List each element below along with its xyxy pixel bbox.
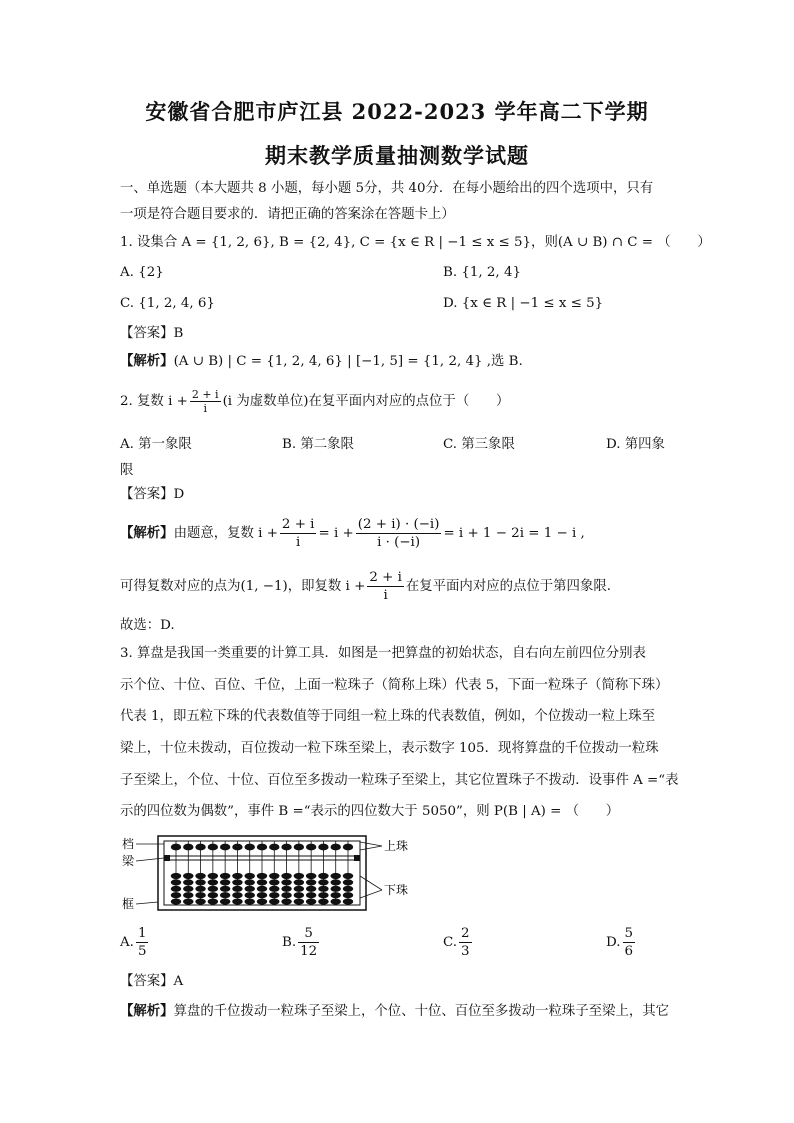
q2-line2-frac-den: i: [383, 588, 388, 603]
q3-option-a-label: A.: [120, 935, 134, 950]
pointer-xiazhu: [360, 876, 382, 890]
lower-bead: [232, 886, 242, 892]
q3-a-den: 5: [137, 944, 147, 959]
q3-option-d-label: D.: [606, 935, 621, 950]
label-kuang: 框: [122, 897, 135, 911]
q2-analysis-mid: = i +: [318, 526, 354, 541]
upper-bead: [343, 844, 353, 851]
lower-bead: [257, 879, 267, 885]
abacus-rods: [171, 841, 353, 905]
lower-bead: [343, 873, 353, 879]
q1-analysis-label: 【解析】: [120, 353, 174, 369]
abacus-beam-end-left: [164, 855, 170, 861]
q3-option-d-fraction: [623, 925, 636, 960]
lower-bead: [183, 873, 193, 879]
q1-option-c: C. {1, 2, 4, 6}: [120, 296, 215, 311]
lower-bead: [195, 899, 205, 905]
lower-bead: [208, 892, 218, 898]
upper-bead: [220, 844, 230, 851]
lower-bead: [318, 886, 328, 892]
lower-bead: [306, 879, 316, 885]
upper-bead: [257, 844, 267, 851]
q2-line2-fraction: [367, 569, 404, 604]
lower-bead: [294, 886, 304, 892]
q3-analysis: [120, 1002, 680, 1021]
lower-bead: [232, 899, 242, 905]
q3-analysis-label: 【解析】: [120, 1003, 174, 1019]
lower-bead: [281, 899, 291, 905]
lower-bead: [269, 886, 279, 892]
label-shangzhu: 上珠: [384, 839, 409, 853]
pointer-kuang: [136, 902, 158, 904]
q3-line-4: 梁上，十位未拨动，百位拨动一粒下珠至梁上，表示数字 105．现将算盘的千位拨动一粒珠: [120, 741, 659, 756]
lower-bead: [195, 892, 205, 898]
q3-option-a: [120, 925, 150, 960]
lower-bead: [269, 899, 279, 905]
lower-bead: [281, 886, 291, 892]
q2-option-c: C. 第三象限: [443, 437, 515, 452]
upper-bead: [183, 844, 193, 851]
lower-bead: [306, 886, 316, 892]
pointer-shangzhu: [360, 842, 382, 846]
lower-bead: [220, 873, 230, 879]
lower-bead: [281, 892, 291, 898]
lower-bead: [195, 879, 205, 885]
q2-analysis-frac1-den: i: [296, 535, 301, 550]
q3-option-b-fraction: [298, 925, 319, 960]
q1-answer: 【答案】B: [120, 326, 184, 341]
title-line-2: 期末教学质量抽测数学试题: [265, 143, 529, 168]
q2-analysis-label: 【解析】: [120, 525, 174, 541]
q3-option-c: [443, 925, 474, 960]
lower-bead: [269, 879, 279, 885]
lower-bead: [220, 899, 230, 905]
lower-bead: [208, 886, 218, 892]
q2-option-d: D. 第四象: [606, 437, 665, 452]
lower-bead: [171, 879, 181, 885]
lower-bead: [294, 879, 304, 885]
q2-line2-frac-num: 2 + i: [369, 570, 402, 585]
q2-option-a: A. 第一象限: [120, 437, 192, 452]
lower-bead: [343, 879, 353, 885]
q3-option-c-label: C.: [443, 935, 458, 950]
q3-c-num: 2: [461, 926, 470, 941]
upper-bead: [269, 844, 279, 851]
pointer-xiazhu-2: [360, 890, 382, 898]
q1-option-d: D. {x ∈ R | −1 ≤ x ≤ 5}: [443, 296, 604, 311]
upper-bead: [306, 844, 316, 851]
q2-conclusion: 故选：D.: [120, 618, 175, 633]
lower-bead: [294, 899, 304, 905]
lower-bead: [220, 886, 230, 892]
q3-line-1: 3. 算盘是我国一类重要的计算工具．如图是一把算盘的初始状态，自右向左前四位分别表: [120, 646, 646, 661]
title-line-1: 安徽省合肥市庐江县 2022-2023 学年高二下学期: [145, 99, 649, 124]
q1-option-a: A. {2}: [120, 265, 164, 280]
lower-bead: [245, 879, 255, 885]
lower-bead: [257, 892, 267, 898]
pointer-shangzhu-2: [360, 846, 382, 850]
lower-bead: [281, 873, 291, 879]
lower-bead: [318, 873, 328, 879]
lower-bead: [306, 873, 316, 879]
q2-stem-frac-den: i: [203, 402, 207, 415]
lower-bead: [269, 873, 279, 879]
q3-b-den: 12: [300, 944, 318, 959]
q2-analysis-fraction-2: [356, 516, 442, 551]
q3-line-6: 示的四位数为偶数”，事件 B =“表示的四位数大于 5050”，则 P(B | A) = （ ）: [120, 804, 620, 819]
q2-analysis-post: = i + 1 − 2i = 1 − i ,: [443, 526, 585, 541]
lower-bead: [306, 892, 316, 898]
q3-b-num: 5: [298, 925, 319, 943]
q3-c-den: 3: [461, 944, 470, 959]
lower-bead: [269, 892, 279, 898]
lower-bead: [245, 886, 255, 892]
q2-analysis-pre: 由题意，复数 i +: [173, 526, 278, 541]
upper-bead: [318, 844, 328, 851]
lower-bead: [294, 892, 304, 898]
lower-bead: [331, 899, 341, 905]
lower-bead: [183, 899, 193, 905]
upper-bead: [294, 844, 304, 851]
label-liang: 梁: [122, 854, 135, 868]
q2-stem-pre: 2. 复数 i +: [120, 394, 188, 409]
lower-bead: [208, 879, 218, 885]
q2-analysis: [120, 514, 680, 553]
q2-analysis-frac2-den: i · (−i): [377, 535, 421, 550]
upper-bead: [245, 844, 255, 851]
q1-stem: 1. 设集合 A = {1, 2, 6}, B = {2, 4}, C = {x ∈ R | −1 ≤ x ≤ 5}，则(A ∪ B) ∩ C = （ ）: [120, 235, 711, 250]
q1-analysis: [120, 352, 680, 371]
q3-d-num: 5: [624, 926, 634, 941]
lower-bead: [245, 899, 255, 905]
lower-bead: [220, 879, 230, 885]
lower-bead: [331, 879, 341, 885]
section-header-line-1: 一、单选题（本大题共 8 小题，每小题 5分，共 40分．在每小题给出的四个选项中，只有: [120, 181, 654, 196]
upper-bead: [171, 844, 181, 851]
section-header-line-2: 一项是符合题目要求的．请把正确的答案涂在答题卡上）: [120, 207, 455, 222]
lower-bead: [208, 873, 218, 879]
lower-bead: [294, 873, 304, 879]
q2-stem-post: (i 为虚数单位)在复平面内对应的点位于（ ）: [222, 394, 510, 409]
q3-option-d: [606, 925, 637, 960]
pointer-liang: [136, 858, 164, 861]
q2-stem: [120, 388, 680, 415]
q3-line-5: 子至梁上，个位、十位、百位至多拨动一粒珠子至梁上，其它位置珠子不拨动．设事件 A =“表: [120, 773, 679, 788]
q2-analysis-line-2: [120, 568, 680, 606]
lower-bead: [245, 873, 255, 879]
q2-option-b: B. 第二象限: [282, 437, 354, 452]
label-xiazhu: 下珠: [384, 883, 409, 897]
lower-bead: [343, 886, 353, 892]
q3-line-3: 代表 1，即五粒下珠的代表数值等于同组一粒上珠的代表数值，例如，个位拨动一粒上珠至: [120, 709, 656, 724]
lower-bead: [171, 892, 181, 898]
q3-option-b: [282, 925, 321, 960]
upper-bead: [232, 844, 242, 851]
upper-bead: [281, 844, 291, 851]
abacus-beam-end-right: [354, 855, 360, 861]
q3-a-num: 1: [137, 926, 147, 941]
lower-bead: [208, 899, 218, 905]
lower-bead: [331, 886, 341, 892]
lower-bead: [171, 873, 181, 879]
lower-bead: [257, 886, 267, 892]
abacus-diagram: [120, 832, 420, 916]
q3-line-2: 示个位、十位、百位、千位，上面一粒珠子（简称上珠）代表 5，下面一粒珠子（简称下珠）: [120, 678, 669, 693]
lower-bead: [232, 879, 242, 885]
lower-bead: [343, 892, 353, 898]
upper-bead: [208, 844, 218, 851]
q2-analysis-frac2-num: (2 + i) · (−i): [357, 517, 440, 532]
lower-bead: [195, 873, 205, 879]
label-dang: 档: [122, 837, 135, 851]
lower-bead: [183, 892, 193, 898]
q1-option-b: B. {1, 2, 4}: [443, 265, 521, 280]
lower-bead: [171, 899, 181, 905]
lower-bead: [257, 899, 267, 905]
q3-option-b-label: B.: [282, 935, 297, 950]
q2-stem-fraction: [190, 388, 221, 415]
q3-answer: 【答案】A: [120, 974, 184, 989]
upper-bead: [331, 844, 341, 851]
lower-bead: [245, 892, 255, 898]
lower-bead: [220, 892, 230, 898]
lower-bead: [331, 873, 341, 879]
lower-bead: [232, 892, 242, 898]
lower-bead: [306, 899, 316, 905]
q2-option-d-wrap: 限: [120, 463, 134, 478]
lower-bead: [343, 899, 353, 905]
lower-bead: [281, 879, 291, 885]
lower-bead: [318, 899, 328, 905]
q2-stem-frac-num: 2 + i: [191, 388, 219, 401]
lower-bead: [183, 886, 193, 892]
q2-answer: 【答案】D: [120, 487, 185, 502]
lower-bead: [183, 879, 193, 885]
q3-option-c-fraction: [459, 925, 472, 960]
q2-analysis-frac1-num: 2 + i: [281, 517, 315, 532]
lower-bead: [195, 886, 205, 892]
lower-bead: [318, 879, 328, 885]
lower-bead: [257, 873, 267, 879]
q3-analysis-text: 算盘的千位拨动一粒珠子至梁上，个位、十位、百位至多拨动一粒珠子至梁上，其它: [173, 1004, 670, 1019]
lower-bead: [171, 886, 181, 892]
lower-bead: [232, 873, 242, 879]
q2-line2-pre: 可得复数对应的点为(1, −1)，即复数 i +: [120, 579, 366, 594]
lower-bead: [318, 892, 328, 898]
q2-analysis-fraction-1: [280, 516, 317, 551]
q3-option-a-fraction: [136, 925, 149, 960]
q2-line2-post: 在复平面内对应的点位于第四象限.: [405, 579, 611, 594]
q3-d-den: 6: [624, 944, 634, 959]
lower-bead: [331, 892, 341, 898]
q1-analysis-text: (A ∪ B) | C = {1, 2, 4, 6} | [−1, 5] = {1, 2, 4} ,选 B.: [173, 354, 523, 369]
upper-bead: [195, 844, 205, 851]
